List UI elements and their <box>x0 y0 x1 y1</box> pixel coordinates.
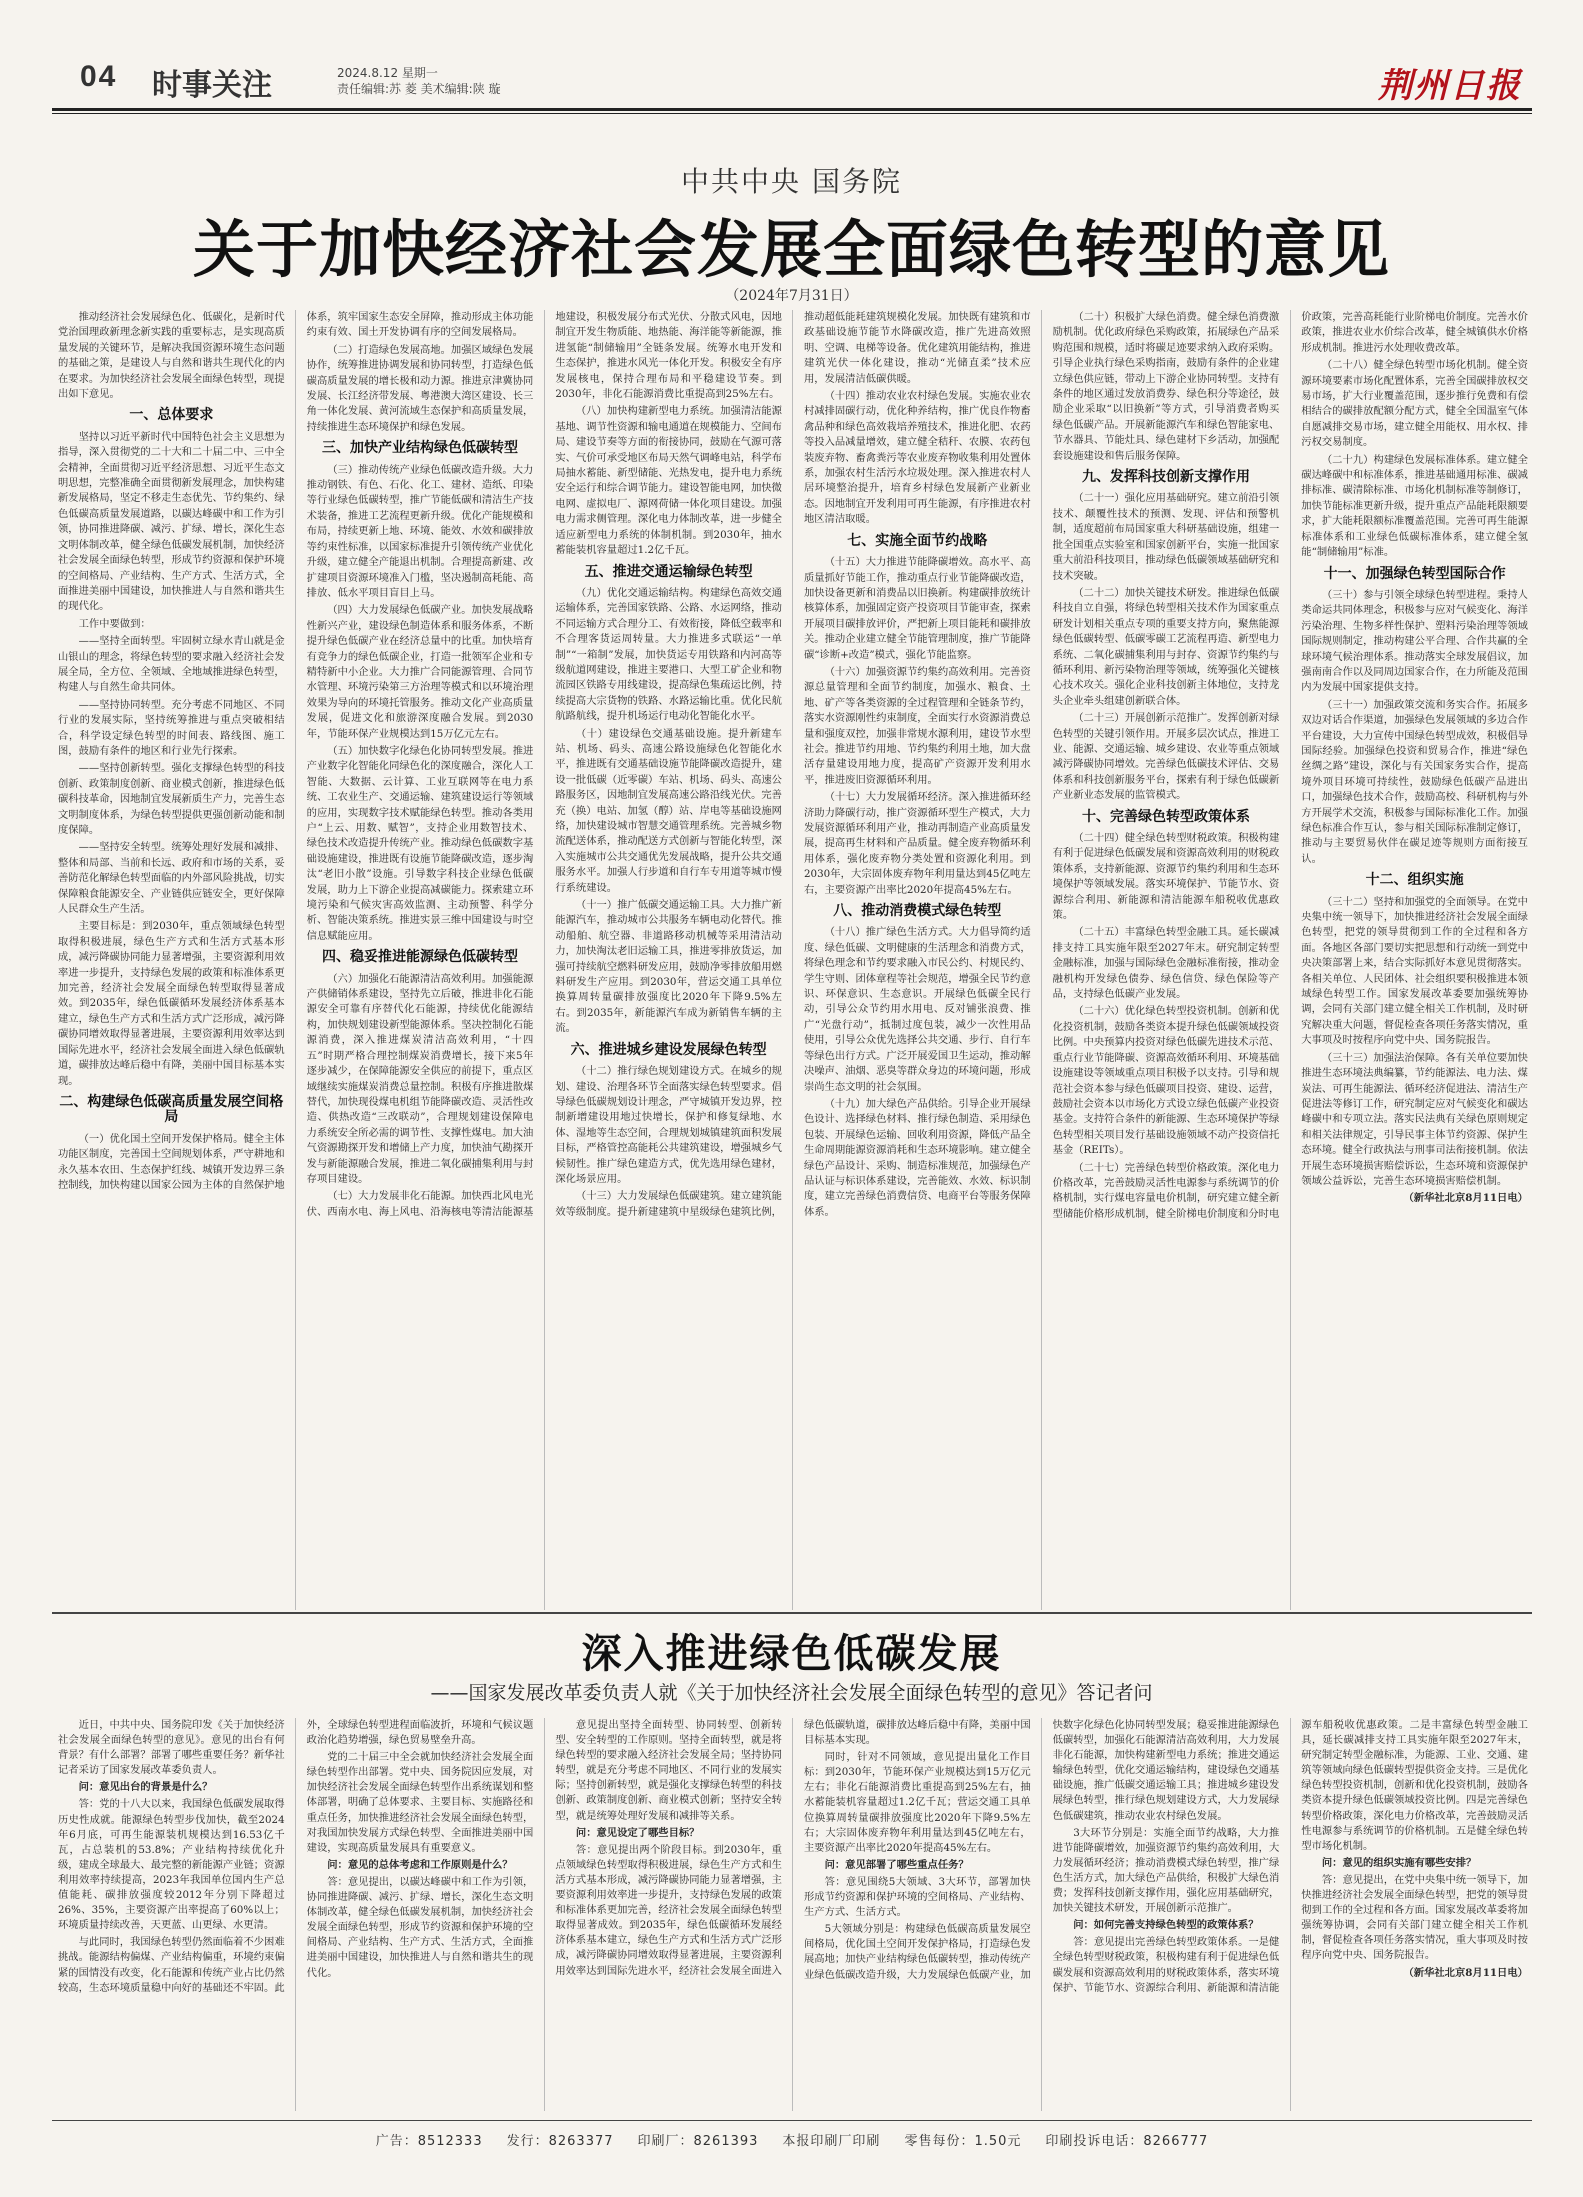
paragraph: （二十五）丰富绿色转型金融工具。延长碳减排支持工具实施年限至2027年末。研究制定转型金融标准，加强与国际绿色金融标准衔接，推动金融机构开发绿色债券、绿色信贷、绿色保险等产品，支持绿色低碳产业发展。 <box>1052 926 1280 1001</box>
paragraph: （十四）推动农业农村绿色发展。实施农业农村减排固碳行动，优化种养结构，推广优良作物畜禽品种和绿色高效栽培养殖技术，推进化肥、农药等投入品减量增效，建立健全秸秆、农膜、农药包装废弃物、畜禽粪污等农业废弃物收集利用处置体系，加强农村生活污水垃圾处理。深入推进农村人居环境整治提升，培育乡村绿色发展新产业新业态。因地制宜开发利用可再生能源，有序推进农村地区清洁取暖。 <box>803 390 1031 526</box>
paragraph: 答：党的十八大以来，我国绿色低碳发展取得历史性成就。能源绿色转型步伐加快，截至2024年6月底，可再生能源装机规模达到16.53亿千瓦，占总装机的53.8%；产业结构持续优化升级，建成全球最大、最完整的新能源产业链；资源利用效率持续提高，2023年我国单位国内生产总值能耗、碳排放强度较2012年分别下降超过26%、35%，主要资源产出率提高了60%以上；环境质量持续改善，天更蓝、山更绿、水更清。 <box>58 1798 285 1932</box>
interview-body <box>58 1718 1528 2111</box>
question: 问：意见的总体考虑和工作原则是什么？ <box>327 1858 513 1871</box>
interview-title: 深入推进绿色低碳发展 <box>581 1631 1002 1677</box>
section-heading: 四、稳妥推进能源绿色低碳转型 <box>321 949 518 966</box>
paragraph: （十三）大力发展绿色低碳建筑。建立建筑能效等级制度。提升新建建筑中星级绿色建筑比例，推动超低能耗建筑规模化发展。加快既有建筑和市政基础设施节能节水降碳改造，推广先进高效照明、空调、电梯等设备。优化建筑用能结构，推进建筑光伏一体化建设，推动“光储直柔”技术应用，发展清洁低碳供暖。 <box>555 311 1031 1218</box>
paragraph: （八）加快构建新型电力系统。加强清洁能源基地、调节性资源和输电通道在规模能力、空间布局、建设节奏等方面的衔接协同，鼓励在气源可落实、气价可承受地区布局天然气调峰电站，科学布局抽水蓄能、新型储能、光热发电，提升电力系统安全运行和综合调节能力。建设智能电网，加快微电网、虚拟电厂、源网荷储一体化项目建设。加强电力需求侧管理。深化电力体制改革，进一步健全适应新型电力系统的体制机制。到2030年，抽水蓄能装机容量超过1.2亿千瓦。 <box>555 405 782 557</box>
masthead-rule-thin <box>52 113 1532 114</box>
paragraph: 近日，中共中央、国务院印发《关于加快经济社会发展全面绿色转型的意见》。意见的出台有何背景？有什么部署？部署了哪些重要任务？新华社记者采访了国家发展改革委负责人。 <box>58 1719 285 1777</box>
paragraph: 坚持以习近平新时代中国特色社会主义思想为指导，深入贯彻党的二十大和二十届二中、三中全会精神，全面贯彻习近平经济思想、习近平生态文明思想，完整准确全面贯彻新发展理念，加快构建新发展格局，坚定不移走生态优先、节约集约、绿色低碳高质量发展道路，以碳达峰碳中和工作为引领，协同推进降碳、减污、扩绿、增长，深化生态文明体制改革，健全绿色低碳发展机制，加快经济社会发展全面绿色转型，形成节约资源和保护环境的空间格局、产业结构、生产方式、生活方式，全面推进美丽中国建设，加快推进人与自然和谐共生的现代化。 <box>58 430 285 613</box>
footer-rule <box>52 2120 1532 2121</box>
paragraph: （九）优化交通运输结构。构建绿色高效交通运输体系，完善国家铁路、公路、水运网络，推动不同运输方式合理分工、有效衔接，降低空载率和不合理客货运周转量。大力推进多式联运“一单制”“一箱制”发展，加快货运专用铁路和内河高等级航道网建设，推进主要港口、大型工矿企业和物流园区铁路专用线建设，提高绿色集疏运比例，持续提高大宗货物的铁路、水路运输比重。优化民航航路航线，提升机场运行电动化智能化水平。 <box>555 586 782 723</box>
issue-date: 2024.8.12 星期一 <box>337 66 438 80</box>
paragraph: （十五）大力推进节能降碳增效。高水平、高质量抓好节能工作，推动重点行业节能降碳改造，加快设备更新和消费品以旧换新。构建碳排放统计核算体系，加强固定资产投资项目节能审查，探索开展项目碳排放评价，严把新上项目能耗和碳排放关。推动企业建立健全节能管理制度，推广节能降碳“诊断+改造”模式，强化节能监察。 <box>803 556 1031 661</box>
footer-item: 印刷厂：8261393 <box>637 2134 759 2149</box>
paragraph: 意见提出坚持全面转型、协同转型、创新转型、安全转型的工作原则。坚持全面转型，就是将绿色转型的要求融入经济社会发展全局；坚持协同转型，就是充分考虑不同地区、不同行业的发展实际；坚持创新转型，就是强化支撑绿色转型的科技创新、政策制度创新、商业模式创新；坚持安全转型，就是统筹处理好发展和减排等关系。 <box>555 1719 782 1822</box>
footer-item: 广告：8512333 <box>375 2134 483 2149</box>
paragraph: 答：意见提出完善绿色转型政策体系。一是健全绿色转型财税政策，积极构建有利于促进绿色低碳发展和资源高效利用的财税政策体系，落实环境保护、节能节水、资源综合利用、新能源和清洁能源车船税收优惠政策。二是丰富绿色转型金融工具，延长碳减排支持工具实施年限至2027年末，研究制定转型金融标准，为能源、工业、交通、建筑等领域向绿色低碳转型提供资金支持。三是优化绿色转型投资机制，创新和优化投资机制，鼓励各类资本提升绿色低碳领域投资比例。四是完善绿色转型价格政策，深化电力价格改革，完善鼓励灵活性电源参与系统调节的价格机制。五是健全绿色转型市场化机制。 <box>1052 1719 1528 1994</box>
paragraph: ——坚持协同转型。充分考虑不同地区、不同行业的发展实际，坚持统筹推进与重点突破相结合，科学设定绿色转型的时间表、路线图、施工图，鼓励有条件的地区和行业先行探索。 <box>58 698 285 757</box>
question: 问：意见的组织实施有哪些安排？ <box>1321 1856 1477 1869</box>
paragraph: 答：意见提出两个阶段目标。到2030年，重点领域绿色转型取得积极进展，绿色生产方式和生活方式基本形成，减污降碳协同能力显著增强，主要资源利用效率进一步提升，支持绿色发展的政策和标准体系更加完善，经济社会发展全面绿色转型取得显著成效。到2035年，绿色低碳循环发展经济体系基本建立，绿色生产方式和生活方式广泛形成，减污降碳协同增效取得显著进展，主要资源利用效率达到国际先进水平，经济社会发展全面进入绿色低碳轨道，碳排放达峰后稳中有降，美丽中国目标基本实现。 <box>555 1719 1031 1977</box>
paragraph: （二十七）完善绿色转型价格政策。深化电力价格改革，完善鼓励灵活性电源参与系统调节的价格机制，实行煤电容量电价机制，研究建立健全新型储能价格形成机制，健全阶梯电价制度和分时电价政策，完善高耗能行业阶梯电价制度。完善水价政策，推进农业水价综合改革，健全城镇供水价格形成机制。推进污水处理收费改革。 <box>1052 311 1528 1220</box>
question: 问：意见出台的背景是什么？ <box>78 1781 213 1794</box>
paragraph: （二十九）构建绿色发展标准体系。建立健全碳达峰碳中和标准体系，推进基础通用标准、碳减排标准、碳清除标准、市场化机制标准等制修订，加快节能标准更新升级，提升重点产品能耗限额要求，扩大能耗限额标准覆盖范围。完善可再生能源标准体系和工业绿色低碳标准体系，建立健全氢能“制储输用”标准。 <box>1301 453 1528 559</box>
paragraph: 答：意见围绕5大领域、3大环节，部署加快形成节约资源和保护环境的空间格局、产业结构、生产方式、生活方式。 <box>803 1875 1031 1919</box>
paragraph: 党的二十届三中全会就加快经济社会发展全面绿色转型作出部署。党中央、国务院因应发展，对加快经济社会发展全面绿色转型作出系统谋划和整体部署，明确了总体要求、主要目标、实施路径和重点任务，加快推进经济社会发展全面绿色转型，对我国加快发展方式绿色转型、全面推进美丽中国建设，实现高质量发展具有重要意义。 <box>306 1751 534 1854</box>
paragraph: 答：意见提出，以碳达峰碳中和工作为引领，协同推进降碳、减污、扩绿、增长，深化生态文明体制改革，健全绿色低碳发展机制，加快经济社会发展全面绿色转型，形成节约资源和保护环境的空间格局、产业结构、生产方式、生活方式，全面推进美丽中国建设，加快推进人与自然和谐共生的现代化。 <box>306 1875 534 1979</box>
footer-item: 本报印刷厂印刷 <box>782 2134 881 2149</box>
section-heading: 十二、组织实施 <box>1365 872 1464 889</box>
byline: （新华社北京8月11日电） <box>1403 1966 1528 1979</box>
issue-meta <box>337 65 501 97</box>
paragraph: （三）推动传统产业绿色低碳改造升级。大力推动钢铁、有色、石化、化工、建材、造纸、印染等行业绿色低碳转型，推广节能低碳和清洁生产技术装备，推进工艺流程更新升级。优化产能规模和布局，持续更新上地、环境、能效、水效和碳排放等约束性标准，以国家标准提升引领传统产业优化升级，建立健全产能退出机制。合理提高新建、改扩建项目资源环境准入门槛，坚决遏制高耗能、高排放、低水平项目盲目上马。 <box>306 463 534 599</box>
article-body <box>58 310 1528 1610</box>
paragraph: 同时，针对不同领域，意见提出量化工作目标：到2030年，节能环保产业规模达到15万亿元左右；非化石能源消费比重提高到25%左右，抽水蓄能装机容量超过1.2亿千瓦；营运交通工具单位换算周转量碳排放强度比2020年下降9.5%左右；大宗固体废弃物年利用量达到45亿吨左右，主要资源产出率比2020年提高45%左右。 <box>803 1751 1031 1854</box>
paragraph: （十）建设绿色交通基础设施。提升新建车站、机场、码头、高速公路设施绿色化智能化水平，推进既有交通基础设施节能降碳改造提升，建设一批低碳（近零碳）车站、机场、码头、高速公路服务区，因地制宜发展高速公路沿线光伏。完善充（换）电站、加氢（醇）站、岸电等基础设施网络，加快建设城市智慧交通管理系统。完善城乡物流配送体系，推动配送方式创新与智能化转型，深入实施城市公共交通优先发展战略，提升公共交通服务水平。加强人行步道和自行车专用道等城市慢行系统建设。 <box>555 727 782 894</box>
paragraph: 答：意见提出，在党中央集中统一领导下，加快推进经济社会发展全面绿色转型，把党的领导贯彻到工作的全过程和各方面。国家发展改革委将加强统筹协调，会同有关部门建立健全相关工作机制，督促检查各项任务落实情况，重大事项及时按程序向党中央、国务院报告。 <box>1301 1873 1528 1962</box>
paragraph: （四）大力发展绿色低碳产业。加快发展战略性新兴产业，建设绿色制造体系和服务体系，不断提升绿色低碳产业在经济总量中的比重。加快培育有竞争力的绿色低碳企业，打造一批领军企业和专精特新中小企业。大力推广合同能源管理、合同节水管理、环境污染第三方治理等模式和以环境治理效果为导向的环境托管服务。推动文化产业高质量发展，促进文化和旅游深度融合发展。到2030年，节能环保产业规模达到15万亿元左右。 <box>306 604 534 740</box>
paragraph: ——坚持安全转型。统筹处理好发展和减排、整体和局部、当前和长远、政府和市场的关系，妥善防范化解绿色转型面临的内外部风险挑战，切实保障粮食能源安全、产业链供应链安全，更好保障人民群众生产生活。 <box>58 841 285 916</box>
section-heading: 十一、加强绿色转型国际合作 <box>1323 565 1506 582</box>
paragraph: 主要目标是：到2030年，重点领域绿色转型取得积极进展，绿色生产方式和生活方式基本形成，减污降碳协同能力显著增强，主要资源利用效率进一步提升，支持绿色发展的政策和标准体系更加完善，经济社会发展全面绿色转型取得显著成效。到2035年，绿色低碳循环发展经济体系基本建立，绿色生产方式和生活方式广泛形成，减污降碳协同增效取得显著进展，主要资源利用效率达到国际先进水平，经济社会发展全面进入绿色低碳轨道，碳排放达峰后稳中有降，美丽中国目标基本实现。 <box>58 920 285 1087</box>
paragraph: 3大环节分别是：实施全面节约战略，大力推进节能降碳增效，加强资源节约集约高效利用，大力发展循环经济；推动消费模式绿色转型，推广绿色生活方式，加大绿色产品供给，积极扩大绿色消费；发挥科技创新支撑作用，强化应用基础研究，加快关键技术研发，开展创新示范推广。 <box>1052 1826 1280 1915</box>
paragraph: 5大领域分别是：构建绿色低碳高质量发展空间格局，优化国土空间开发保护格局，打造绿色发展高地；加快产业结构绿色低碳转型，推动传统产业绿色低碳改造升级，大力发展绿色低碳产业，加快数字化绿色化协同转型发展；稳妥推进能源绿色低碳转型，加强化石能源清洁高效利用，大力发展非化石能源，加快构建新型电力系统；推进交通运输绿色转型，优化交通运输结构，建设绿色交通基础设施，推广低碳交通运输工具；推进城乡建设发展绿色转型，推行绿色规划建设方式，大力发展绿色低碳建筑，推动农业农村绿色发展。 <box>803 1719 1280 1981</box>
paragraph: （三十三）加强法治保障。各有关单位要加快推进生态环境法典编纂，节约能源法、电力法、煤炭法、可再生能源法、循环经济促进法、清洁生产促进法等修订工作，研究制定应对气候变化和碳达峰碳中和专项立法。落实民法典有关绿色原则规定和相关法律规定，引导民事主体节约资源、保护生态环境。健全行政执法与刑事司法衔接机制。依法开展生态环境损害赔偿诉讼，生态环境和资源保护领域公益诉讼，完善生态环境损害赔偿机制。 <box>1301 1051 1528 1187</box>
footer <box>52 2130 1532 2149</box>
paragraph: （十九）加大绿色产品供给。引导企业开展绿色设计、选择绿色材料、推行绿色制造、采用绿色包装、开展绿色运输、回收利用资源，降低产品全生命周期能源资源消耗和生态环境影响。建立健全绿色产品设计、采购、制造标准规范，加强绿色产品认证与标识体系建设，完善能效、水效、标识制度，建立完善绿色消费信贷、电商平台等服务保障体系。 <box>803 1097 1031 1218</box>
article-issuer: 中共中央 国务院 <box>681 165 902 198</box>
paragraph: （二十一）强化应用基础研究。建立前沿引领技术、颠覆性技术的预测、发现、评估和预警机制，适度超前布局国家重大科研基础设施，组建一批全国重点实验室和国家创新平台，实施一批国家重大前沿科技项目，推动绿色低碳领域基础研究和技术突破。 <box>1052 492 1280 582</box>
paragraph: （十八）推广绿色生活方式。大力倡导简约适度、绿色低碳、文明健康的生活理念和消费方式，将绿色理念和节约要求融入市民公约、村规民约、学生守则、团体章程等社会规范，增强全民节约意识、环保意识、生态意识。开展绿色低碳全民行动，引导公众节约用水用电、反对铺张浪费、推广“光盘行动”，抵制过度包装，减少一次性用品使用，引导公众优先选择公共交通、步行、自行车等绿色出行方式。广泛开展爱国卫生运动，推动解决噪声、油烟、恶臭等群众身边的环境问题，形成崇尚生态文明的社会氛围。 <box>803 926 1031 1093</box>
section-heading: 二、构建绿色低碳高质量发展空间格局 <box>59 1093 284 1126</box>
masthead <box>52 60 1532 130</box>
section-heading: 七、实施全面节约战略 <box>847 532 988 549</box>
paragraph: 推动经济社会发展绿色化、低碳化，是新时代党治国理政新理念新实践的重要标志，是实现高质量发展的关键环节，是解决我国资源环境生态问题的基础之策，是建设人与自然和谐共生现代化的内在要求。为加快经济社会发展全面绿色转型，现提出如下意见。 <box>58 311 285 401</box>
section-heading: 九、发挥科技创新支撑作用 <box>1081 469 1250 486</box>
paragraph: （二十）积极扩大绿色消费。健全绿色消费激励机制。优化政府绿色采购政策，拓展绿色产品采购范围和规模，适时将碳足迹要求纳入政府采购。引导企业执行绿色采购指南，鼓励有条件的企业建立绿色供应链，带动上下游企业协同转型。支持有条件的地区通过发放消费券、绿色积分等途径，鼓励企业采取“以旧换新”等方式，引导消费者购买绿色低碳产品。开展新能源汽车和绿色智能家电、节水器具、节能灶具、绿色建材下乡活动，加强配套设施建设和售后服务保障。 <box>1052 311 1280 462</box>
paragraph: （二十二）加快关键技术研发。推进绿色低碳科技自立自强，将绿色转型相关技术作为国家重点研发计划相关重点专项的重要支持方向，聚焦能源绿色低碳转型、低碳零碳工艺流程再造、新型电力系统、二氧化碳捕集利用与封存、资源节约集约与循环利用、新污染物治理等领域，统筹强化关键核心技术攻关。强化企业科技创新主体地位，支持龙头企业牵头组建创新联合体。 <box>1052 586 1280 707</box>
article-title: 关于加快经济社会发展全面绿色转型的意见 <box>192 213 1390 286</box>
question: 问：意见设定了哪些目标？ <box>575 1826 700 1839</box>
paragraph: （二）打造绿色发展高地。加强区域绿色发展协作，统筹推进协调发展和协同转型，打造绿色低碳高质量发展的增长极和动力源。推进京津冀协同发展、长江经济带发展、粤港澳大湾区建设、长三角一体化发展、黄河流域生态保护和高质量发展，持续推进生态环境保护和绿色发展。 <box>306 343 534 433</box>
section-heading: 八、推动消费模式绿色转型 <box>833 903 1002 920</box>
paper-logo: 荆州日报 <box>1378 66 1522 106</box>
masthead-rule <box>52 108 1532 111</box>
editors: 责任编辑:苏 菱 美术编辑:陕 璇 <box>337 82 501 96</box>
section-heading: 三、加快产业结构绿色低碳转型 <box>321 440 518 457</box>
paragraph: 与此同时，我国绿色转型仍然面临着不少困难挑战。能源结构偏煤、产业结构偏重，环境约束偏紧的国情没有改变，化石能源和传统产业占比仍然较高，生态环境质量稳中向好的基础还不牢固。此外，全球绿色转型进程面临波折，环境和气候议题政治化趋势增强，绿色贸易壁垒升高。 <box>58 1719 534 1994</box>
paragraph: （十一）推广低碳交通运输工具。大力推广新能源汽车，推动城市公共服务车辆电动化替代。推动船舶、航空器、非道路移动机械等采用清洁动力，加快淘汰老旧运输工具，推进零排放货运，加强可持续航空燃料研发应用，鼓励净零排放船用燃料研发生产应用。到2030年，营运交通工具单位换算周转量碳排放强度比2020年下降9.5%左右。到2035年，新能源汽车成为新销售车辆的主流。 <box>555 899 782 1035</box>
section-heading: 五、推进交通运输绿色转型 <box>584 563 753 580</box>
footer-item: 零售每份：1.50元 <box>904 2134 1022 2149</box>
column-title: 时事关注 <box>152 68 272 103</box>
article-date: （2024年7月31日） <box>725 288 858 304</box>
paragraph: ——坚持创新转型。强化支撑绿色转型的科技创新、政策制度创新、商业模式创新，推进绿色低碳科技革命，因地制宜发展新质生产力，完善生态文明制度体系，为绿色转型提供更强创新动能和制度保障。 <box>58 762 285 836</box>
section-heading: 十、完善绿色转型政策体系 <box>1081 808 1250 825</box>
section-heading: 六、推进城乡建设发展绿色转型 <box>570 1041 767 1058</box>
paragraph: （十六）加强资源节约集约高效利用。完善资源总量管理和全面节约制度，加强水、粮食、土地、矿产等各类资源的全过程管理和全链条节约，落实水资源刚性约束制度，全面实行水资源消费总量和强度双控，加强非常规水源利用，建设节水型社会。推进节约用地、节约集约利用土地，加大盘活存量建设用地力度，提高矿产资源开发利用水平，推进废旧资源循环利用。 <box>803 665 1031 786</box>
paragraph: （六）加强化石能源清洁高效利用。加强能源产供储销体系建设，坚持先立后破，推进非化石能源安全可靠有序替代化石能源，持续优化能源结构，加快规划建设新型能源体系。坚决控制化石能源消费，深入推进煤炭清洁高效利用，“十四五”时期严格合理控制煤炭消费增长，接下来5年逐步减少，在保障能源安全供应的前提下，重点区域继续实施煤炭消费总量控制。积极有序推进散煤替代，加快现役煤电机组节能降碳改造、灵活性改造、供热改造“三改联动”，合理规划建设保障电力系统安全所必需的调节性、支撑性煤电。加大油气资源勘探开发和增储上产力度，加快油气勘探开发与新能源融合发展，推进二氧化碳捕集利用与封存项目建设。 <box>306 972 534 1185</box>
paragraph: （三十一）加强政策交流和务实合作。拓展多双边对话合作渠道，加强绿色发展领域的多边合作平台建设，大力宣传中国绿色转型成效，积极倡导国际经验。加强绿色投资和贸易合作，推进“绿色丝绸之路”建设，深化与有关国家务实合作，提高境外项目环境可持续性，鼓励绿色低碳产品进出口，加强绿色技术合作，鼓励高校、科研机构与外方开展学术交流，积极参与国际标准化工作。加强绿色标准合作互认，参与相关国际标准制定修订，推动与主要贸易伙伴在碳足迹等规则方面衔接互认。 <box>1301 698 1528 865</box>
paragraph: （二十八）健全绿色转型市场化机制。健全资源环境要素市场化配置体系，完善全国碳排放权交易市场，扩大行业覆盖范围，逐步推行免费和有偿相结合的碳排放配额分配方式，健全全国温室气体自愿减排交易市场，建立健全用能权、用水权、排污权交易制度。 <box>1301 359 1528 449</box>
page-number: 04 <box>80 60 118 93</box>
footer-item: 发行：8263377 <box>506 2134 614 2149</box>
paragraph: （二十三）开展创新示范推广。发挥创新对绿色转型的关键引领作用。开展多层次试点，推进工业、能源、交通运输、城乡建设、农业等重点领域减污降碳协同增效。完善绿色低碳技术评估、交易体系和科技创新服务平台，探索有利于绿色低碳新产业新业态发展的监管模式。 <box>1052 712 1280 802</box>
paragraph: 工作中要做到： <box>78 617 151 630</box>
paragraph: （三十）参与引领全球绿色转型进程。秉持人类命运共同体理念，积极参与应对气候变化、海洋污染治理、生物多样性保护、塑料污染治理等领域国际规则制定，推动构建公平合理、合作共赢的全球环境气候治理体系。推动落实全球发展倡议，加强南南合作以及同周边国家合作，在力所能及范围内为发展中国家提供支持。 <box>1301 588 1528 694</box>
footer-item: 印刷投诉电话：8266777 <box>1045 2134 1209 2149</box>
question: 问：意见部署了哪些重点任务？ <box>824 1858 969 1871</box>
interview-deck: ——国家发展改革委负责人就《关于加快经济社会发展全面绿色转型的意见》答记者问 <box>430 1682 1153 1704</box>
paragraph: （十七）大力发展循环经济。深入推进循环经济助力降碳行动，推广资源循环型生产模式，大力发展资源循环利用产业，推动再制造产业高质量发展，提高再生材料和产品质量。健全废弃物循环利用体系，强化废弃物分类处置和资源化利用。到2030年，大宗固体废弃物年利用量达到45亿吨左右，主要资源产出率比2020年提高45%左右。 <box>803 791 1031 896</box>
question: 问：如何完善支持绿色转型的政策体系？ <box>1073 1919 1259 1932</box>
paragraph: （三十二）坚持和加强党的全面领导。在党中央集中统一领导下，加快推进经济社会发展全面绿色转型，把党的领导贯彻到工作的全过程和各方面。各地区各部门要切实把思想和行动统一到党中央决策部署上来，结合实际抓好本意见贯彻落实。各相关单位、人民团体、社会组织要积极推进本领域绿色转型工作。国家发展改革委要加强统筹协调，会同有关部门建立健全相关工作机制，及时研究解决重大问题，督促检查各项任务落实情况，重大事项及时按程序向党中央、国务院报告。 <box>1301 895 1528 1047</box>
byline: （新华社北京8月11日电） <box>1403 1192 1528 1205</box>
paragraph: ——坚持全面转型。牢固树立绿水青山就是金山银山的理念，将绿色转型的要求融入经济社会发展全局，全方位、全领域、全地域推进绿色转型，构建人与自然生命共同体。 <box>58 635 285 694</box>
paragraph: （一）优化国土空间开发保护格局。健全主体功能区制度，完善国土空间规划体系，严守耕地和永久基本农田、生态保护红线、城镇开发边界三条控制线，加快构建以国家公园为主体的自然保护地体系，筑牢国家生态安全屏障，推动形成主体功能约束有效、国土开发协调有序的空间发展格局。 <box>58 311 534 1191</box>
paragraph: （七）大力发展非化石能源。加快西北风电光伏、西南水电、海上风电、沿海核电等清洁能源基地建设，积极发展分布式光伏、分散式风电，因地制宜开发生物质能、地热能、海洋能等新能源，推进氢能“制储输用”全链条发展。统筹水电开发和生态保护，推进水风光一体化开发。积极安全有序发展核电，保持合理布局和平稳建设节奏。到2030年，非化石能源消费比重提高到25%左右。 <box>306 311 782 1218</box>
paragraph: （二十四）健全绿色转型财税政策。积极构建有利于促进绿色低碳发展和资源高效利用的财税政策体系，支持新能源、资源节约集约利用和生态环境保护等领域发展。落实环境保护、节能节水、资源综合利用、新能源和清洁能源车船税收优惠政策。 <box>1052 832 1280 922</box>
paragraph: （五）加快数字化绿色化协同转型发展。推进产业数字化智能化同绿色化的深度融合，深化人工智能、大数据、云计算、工业互联网等在电力系统、工农业生产、交通运输、建筑建设运行等领域的应用，实现数字技术赋能绿色转型。推动各类用户“上云、用数、赋智”，支持企业用数智技术、绿色技术改造提升传统产业。推动绿色低碳数字基础设施建设，推进既有设施节能降碳改造，逐步淘汰“老旧小散”设施。引导数字科技企业绿色低碳发展，助力上下游企业提高减碳能力。探索建立环境污染和气候灾害高效监测、主动预警、科学分析、智能决策系统。推进实景三维中国建设与时空信息赋能应用。 <box>306 744 534 942</box>
section-heading: 一、总体要求 <box>129 407 214 424</box>
paragraph: （二十六）优化绿色转型投资机制。创新和优化投资机制，鼓励各类资本提升绿色低碳领域投资比例。中央预算内投资对绿色低碳先进技术示范、重点行业节能降碳、资源高效循环利用、环境基础设施建设等领域重点项目积极予以支持。引导和规范社会资本参与绿色低碳项目投资、建设、运营，鼓励社会资本以市场化方式设立绿色低碳产业投资基金。支持符合条件的新能源、生态环境保护等绿色转型相关项目发行基础设施领域不动产投资信托基金（REITs）。 <box>1052 1005 1280 1157</box>
paragraph: （十二）推行绿色规划建设方式。在城乡的规划、建设、治理各环节全面落实绿色转型要求。倡导绿色低碳规划设计理念，严守城镇开发边界，控制新增建设用地过快增长，保护和修复绿地、水体、湿地等生态空间，合理规划城镇建筑面积发展目标，严格管控高能耗公共建筑建设，增强城乡气候韧性。推广绿色建造方式，优先选用绿色建材，深化场景应用。 <box>555 1065 782 1185</box>
section-divider <box>52 1612 1532 1614</box>
